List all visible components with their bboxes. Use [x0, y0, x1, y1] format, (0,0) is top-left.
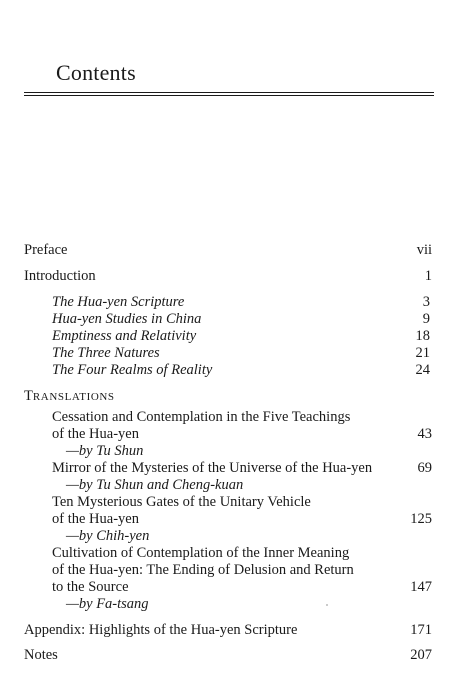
toc-subentry-three-natures[interactable] — [24, 345, 432, 362]
toc-entry-page: 24 — [415, 362, 430, 378]
toc-entry-label: Ten Mysterious Gates of the Unitary Vehicle — [52, 494, 311, 510]
toc-entry-notes[interactable] — [24, 647, 432, 664]
toc-entry-label: Hua-yen Studies in China — [52, 311, 202, 327]
toc-subentry-hua-yen-scripture[interactable] — [24, 294, 432, 311]
toc-byline: —by Tu Shun — [66, 443, 144, 459]
toc-entry-label: The Three Natures — [52, 345, 160, 361]
title-rule-lower — [24, 95, 434, 96]
heading-rest: RANSLATIONS — [32, 391, 115, 403]
toc-translation-2-line-1[interactable] — [24, 460, 432, 477]
toc-subentry-hua-yen-studies[interactable] — [24, 311, 432, 328]
toc-entry-page: 18 — [415, 328, 430, 344]
toc-translation-2-byline — [24, 477, 432, 494]
toc-translation-3-line-1[interactable] — [24, 494, 432, 511]
toc-entry-label: Appendix: Highlights of the Hua-yen Scripture — [24, 622, 298, 638]
toc-translation-1-line-1[interactable] — [24, 409, 432, 426]
toc-entry-label: Notes — [24, 647, 58, 663]
toc-byline: —by Tu Shun and Cheng-kuan — [66, 477, 244, 493]
toc-entry-label: of the Hua-yen — [52, 511, 139, 527]
toc-entry-label: to the Source — [52, 579, 129, 595]
toc-entry-page: 207 — [410, 647, 432, 663]
toc-entry-page: 3 — [422, 294, 430, 310]
page-title: Contents — [56, 60, 136, 85]
toc-subentry-four-realms[interactable] — [24, 362, 432, 379]
toc-entry-page: 21 — [415, 345, 430, 361]
toc-entry-label: Emptiness and Relativity — [52, 328, 197, 344]
toc-translation-1-byline — [24, 443, 432, 460]
toc-entry-label: of the Hua-yen: The Ending of Delusion and Return — [52, 562, 354, 578]
toc-entry-introduction[interactable] — [24, 268, 432, 285]
toc-translation-1-line-2[interactable] — [24, 426, 432, 443]
toc-translation-4-line-3[interactable] — [24, 579, 432, 596]
toc-translation-4-line-1[interactable] — [24, 545, 432, 562]
toc-byline: —by Fa-tsang — [66, 596, 149, 612]
toc-translation-3-byline — [24, 528, 432, 545]
heading-initial: T — [24, 388, 33, 404]
toc-entry-label: The Four Realms of Reality — [52, 362, 213, 378]
toc-entry-label: Preface — [24, 242, 68, 258]
toc-entry-page: 69 — [417, 460, 432, 476]
toc-heading-translations — [24, 388, 432, 405]
toc-entry-label: Cessation and Contemplation in the Five Teachings — [52, 409, 351, 425]
toc-byline: —by Chih-yen — [66, 528, 150, 544]
toc-translation-3-line-2[interactable] — [24, 511, 432, 528]
toc-entry-label: Introduction — [24, 268, 96, 284]
toc-entry-page: 125 — [410, 511, 432, 527]
toc-entry-label: of the Hua-yen — [52, 426, 139, 442]
toc-translation-4-line-2[interactable] — [24, 562, 432, 579]
toc-entry-page: 171 — [410, 622, 432, 638]
toc-entry-page: 1 — [424, 268, 432, 284]
toc-entry-label: Cultivation of Contemplation of the Inner Meaning — [52, 545, 350, 561]
toc-translation-4-byline — [24, 596, 432, 613]
toc-entry-appendix[interactable] — [24, 622, 432, 639]
toc-subentry-emptiness[interactable] — [24, 328, 432, 345]
toc-entry-label: Mirror of the Mysteries of the Universe of the Hua-yen — [52, 460, 373, 476]
toc-entry-label: The Hua-yen Scripture — [52, 294, 185, 310]
title-rule — [24, 92, 434, 93]
toc-entry-page: 147 — [410, 579, 432, 595]
toc-entry-page: 43 — [417, 426, 432, 442]
toc-entry-page: 9 — [422, 311, 430, 327]
toc-entry-page: vii — [416, 242, 432, 258]
paper-speck — [326, 604, 328, 606]
toc-entry-preface[interactable] — [24, 242, 432, 259]
